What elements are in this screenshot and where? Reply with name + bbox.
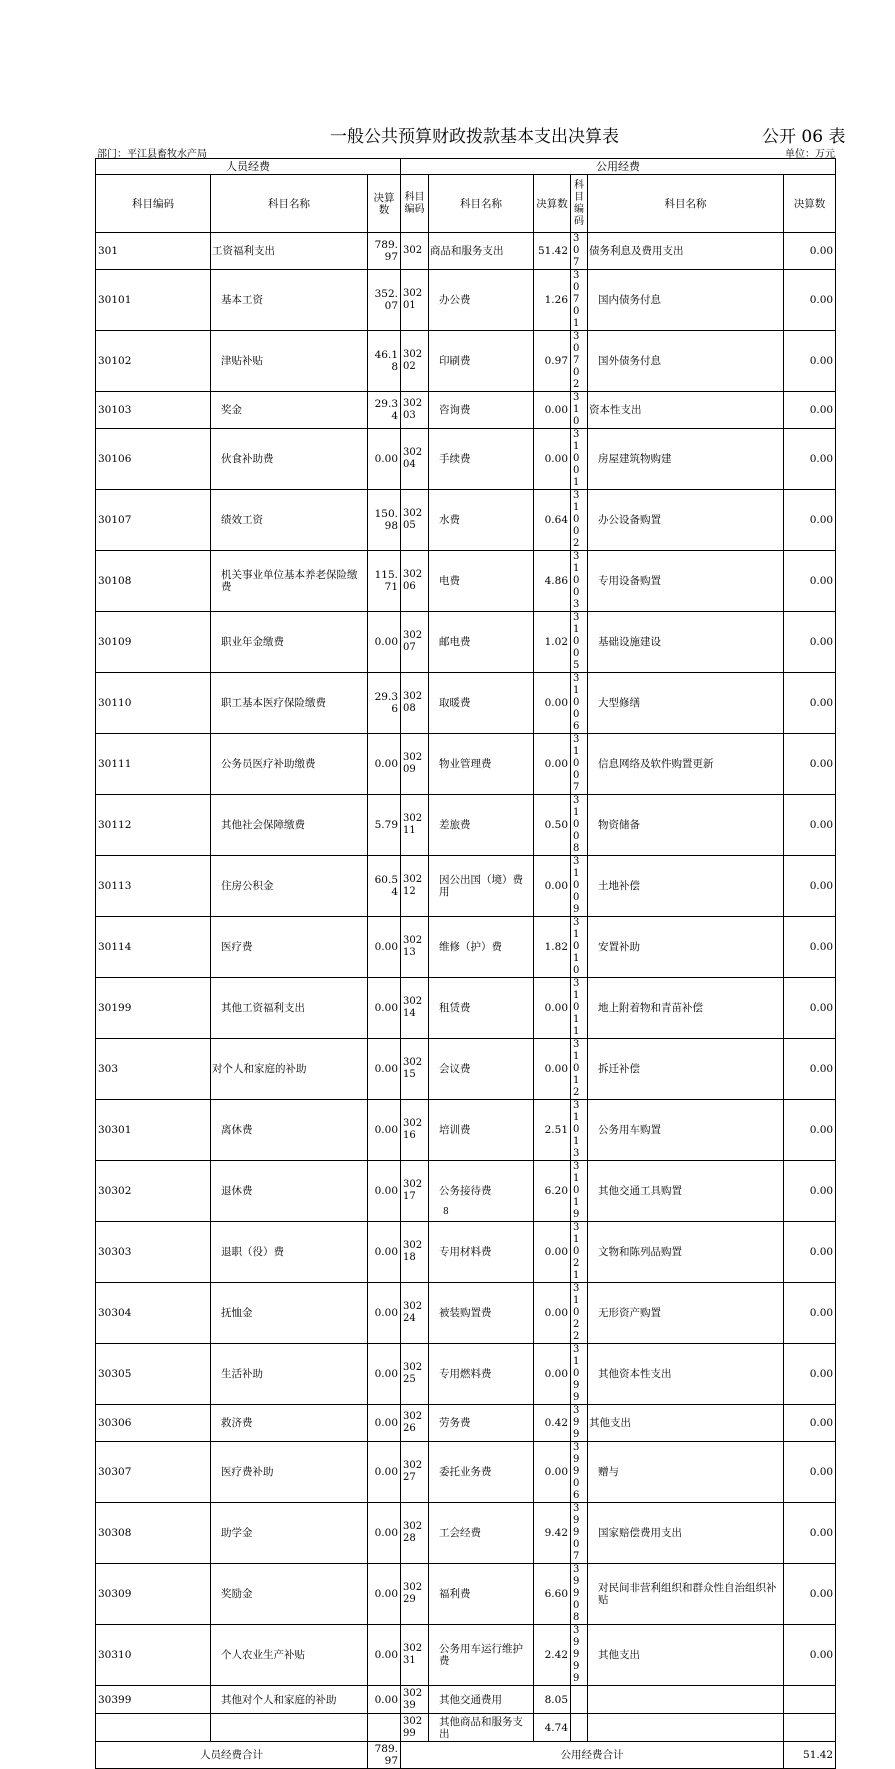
capital-amount-cell: 0.00 xyxy=(784,856,836,917)
public-name-cell: 公务接待费 xyxy=(429,1161,534,1222)
public-code-cell: 30203 xyxy=(401,392,429,429)
capital-name-cell: 国外债务付息 xyxy=(588,331,784,392)
personnel-code-cell: 30102 xyxy=(96,331,211,392)
public-amount-cell: 9.42 xyxy=(534,1503,571,1564)
personnel-code-cell xyxy=(96,1714,211,1742)
personnel-amount-cell: 0.00 xyxy=(368,1039,401,1100)
public-amount-cell: 0.00 xyxy=(534,1039,571,1100)
table-row xyxy=(96,331,836,392)
public-code-cell: 30205 xyxy=(401,490,429,551)
personnel-name-cell: 对个人和家庭的补助 xyxy=(211,1039,368,1100)
public-amount-cell: 0.00 xyxy=(534,429,571,490)
personnel-name-cell: 绩效工资 xyxy=(211,490,368,551)
personnel-code-cell: 30112 xyxy=(96,795,211,856)
capital-amount-cell: 0.00 xyxy=(784,1405,836,1442)
personnel-code-cell: 30109 xyxy=(96,612,211,673)
public-amount-cell: 0.97 xyxy=(534,331,571,392)
public-code-cell: 30207 xyxy=(401,612,429,673)
table-row xyxy=(96,856,836,917)
public-name-cell: 差旅费 xyxy=(429,795,534,856)
public-code-cell: 30204 xyxy=(401,429,429,490)
personnel-name-cell: 奖金 xyxy=(211,392,368,429)
public-name-cell: 邮电费 xyxy=(429,612,534,673)
personnel-name-cell: 助学金 xyxy=(211,1503,368,1564)
capital-code-cell: 39907 xyxy=(571,1503,588,1564)
capital-code-cell: 31007 xyxy=(571,734,588,795)
capital-name-cell: 国内债务付息 xyxy=(588,270,784,331)
personnel-code-cell: 30399 xyxy=(96,1686,211,1714)
capital-code-cell: 31010 xyxy=(571,917,588,978)
public-amount-cell: 0.00 xyxy=(534,978,571,1039)
personnel-code-cell: 30302 xyxy=(96,1161,211,1222)
capital-name-cell: 国家赔偿费用支出 xyxy=(588,1503,784,1564)
capital-name-cell: 公务用车购置 xyxy=(588,1100,784,1161)
capital-name-cell: 基础设施建设 xyxy=(588,612,784,673)
capital-amount-cell: 0.00 xyxy=(784,917,836,978)
table-row xyxy=(96,1100,836,1161)
capital-code-cell: 310 xyxy=(571,392,588,429)
capital-amount-cell: 0.00 xyxy=(784,1039,836,1100)
capital-code-cell: 31006 xyxy=(571,673,588,734)
personnel-amount-cell: 0.00 xyxy=(368,1686,401,1714)
personnel-amount-cell: 0.00 xyxy=(368,1564,401,1625)
capital-code-cell: 30701 xyxy=(571,270,588,331)
personnel-code-cell: 30113 xyxy=(96,856,211,917)
public-name-cell: 手续费 xyxy=(429,429,534,490)
capital-amount-cell: 0.00 xyxy=(784,1344,836,1405)
personnel-name-cell: 公务员医疗补助缴费 xyxy=(211,734,368,795)
capital-amount-cell: 0.00 xyxy=(784,1503,836,1564)
table-row xyxy=(96,270,836,331)
personnel-code-cell: 30304 xyxy=(96,1283,211,1344)
personnel-amount-cell: 29.36 xyxy=(368,673,401,734)
capital-amount-cell: 0.00 xyxy=(784,612,836,673)
capital-amount-cell: 0.00 xyxy=(784,1625,836,1686)
capital-amount-cell: 0.00 xyxy=(784,1100,836,1161)
capital-amount-cell: 0.00 xyxy=(784,551,836,612)
capital-code-cell: 31021 xyxy=(571,1222,588,1283)
public-name-cell: 咨询费 xyxy=(429,392,534,429)
capital-name-cell: 其他支出 xyxy=(588,1405,784,1442)
col-name-header-3: 科目名称 xyxy=(588,175,784,233)
table-row xyxy=(96,1564,836,1625)
col-name-header-2: 科目名称 xyxy=(429,175,534,233)
public-code-cell: 30208 xyxy=(401,673,429,734)
capital-name-cell: 办公设备购置 xyxy=(588,490,784,551)
capital-name-cell: 资本性支出 xyxy=(588,392,784,429)
capital-code-cell: 31008 xyxy=(571,795,588,856)
personnel-code-cell: 30310 xyxy=(96,1625,211,1686)
expenditure-table xyxy=(95,158,836,1769)
capital-amount-cell: 0.00 xyxy=(784,795,836,856)
public-name-cell: 福利费 xyxy=(429,1564,534,1625)
public-amount-cell: 4.74 xyxy=(534,1714,571,1742)
table-row xyxy=(96,795,836,856)
personnel-total-label: 人员经费合计 xyxy=(96,1742,368,1769)
personnel-code-cell: 30106 xyxy=(96,429,211,490)
public-amount-cell: 0.00 xyxy=(534,673,571,734)
public-total-value: 51.42 xyxy=(784,1742,836,1769)
capital-code-cell: 31011 xyxy=(571,978,588,1039)
col-name-header: 科目名称 xyxy=(211,175,368,233)
unit-label: 单位：万元 xyxy=(785,149,835,160)
public-code-cell: 30225 xyxy=(401,1344,429,1405)
capital-amount-cell: 0.00 xyxy=(784,392,836,429)
col-amount-header-3: 决算数 xyxy=(784,175,836,233)
personnel-name-cell: 救济费 xyxy=(211,1405,368,1442)
capital-name-cell xyxy=(588,1686,784,1714)
capital-amount-cell: 0.00 xyxy=(784,734,836,795)
personnel-code-cell: 30114 xyxy=(96,917,211,978)
personnel-amount-cell: 352.07 xyxy=(368,270,401,331)
personnel-code-cell: 30108 xyxy=(96,551,211,612)
personnel-amount-cell: 0.00 xyxy=(368,734,401,795)
personnel-name-cell: 职业年金缴费 xyxy=(211,612,368,673)
personnel-code-cell: 30309 xyxy=(96,1564,211,1625)
personnel-code-cell: 303 xyxy=(96,1039,211,1100)
public-amount-cell: 0.00 xyxy=(534,1283,571,1344)
public-amount-cell: 0.50 xyxy=(534,795,571,856)
personnel-amount-cell: 0.00 xyxy=(368,1442,401,1503)
personnel-name-cell: 其他对个人和家庭的补助 xyxy=(211,1686,368,1714)
capital-amount-cell: 0.00 xyxy=(784,233,836,270)
personnel-name-cell: 其他社会保障缴费 xyxy=(211,795,368,856)
public-amount-cell: 0.00 xyxy=(534,1344,571,1405)
capital-code-cell: 399 xyxy=(571,1405,588,1442)
capital-amount-cell: 0.00 xyxy=(784,673,836,734)
public-code-cell: 30215 xyxy=(401,1039,429,1100)
capital-name-cell: 其他交通工具购置 xyxy=(588,1161,784,1222)
capital-amount-cell: 0.00 xyxy=(784,429,836,490)
col-code-header: 科目编码 xyxy=(96,175,211,233)
personnel-amount-cell: 5.79 xyxy=(368,795,401,856)
public-code-cell: 30201 xyxy=(401,270,429,331)
capital-name-cell: 地上附着物和青苗补偿 xyxy=(588,978,784,1039)
public-code-cell: 30231 xyxy=(401,1625,429,1686)
personnel-amount-cell: 0.00 xyxy=(368,612,401,673)
public-code-cell: 30226 xyxy=(401,1405,429,1442)
table-row xyxy=(96,612,836,673)
personnel-name-cell: 离休费 xyxy=(211,1100,368,1161)
table-row xyxy=(96,1442,836,1503)
table-row xyxy=(96,1222,836,1283)
public-code-cell: 30211 xyxy=(401,795,429,856)
public-code-cell: 30227 xyxy=(401,1442,429,1503)
capital-name-cell: 无形资产购置 xyxy=(588,1283,784,1344)
public-name-cell: 水费 xyxy=(429,490,534,551)
personnel-code-cell: 30110 xyxy=(96,673,211,734)
table-row xyxy=(96,490,836,551)
capital-code-cell: 31005 xyxy=(571,612,588,673)
capital-code-cell: 31013 xyxy=(571,1100,588,1161)
public-amount-cell: 51.42 xyxy=(534,233,571,270)
capital-amount-cell: 0.00 xyxy=(784,1442,836,1503)
personnel-amount-cell: 0.00 xyxy=(368,1503,401,1564)
capital-amount-cell: 0.00 xyxy=(784,1161,836,1222)
table-row xyxy=(96,734,836,795)
public-code-cell: 30228 xyxy=(401,1503,429,1564)
public-code-cell: 30224 xyxy=(401,1283,429,1344)
capital-code-cell: 31012 xyxy=(571,1039,588,1100)
table-row xyxy=(96,1283,836,1344)
public-name-cell: 被装购置费 xyxy=(429,1283,534,1344)
public-amount-cell: 1.02 xyxy=(534,612,571,673)
personnel-code-cell: 30301 xyxy=(96,1100,211,1161)
public-total-label: 公用经费合计 xyxy=(401,1742,784,1769)
personnel-amount-cell: 46.18 xyxy=(368,331,401,392)
personnel-amount-cell xyxy=(368,1714,401,1742)
public-amount-cell: 1.26 xyxy=(534,270,571,331)
public-code-cell: 30206 xyxy=(401,551,429,612)
personnel-name-cell: 其他工资福利支出 xyxy=(211,978,368,1039)
personnel-code-cell: 30101 xyxy=(96,270,211,331)
capital-code-cell: 39908 xyxy=(571,1564,588,1625)
capital-name-cell: 赠与 xyxy=(588,1442,784,1503)
public-amount-cell: 2.51 xyxy=(534,1100,571,1161)
public-amount-cell: 1.82 xyxy=(534,917,571,978)
capital-code-cell: 39906 xyxy=(571,1442,588,1503)
personnel-name-cell: 职工基本医疗保险缴费 xyxy=(211,673,368,734)
capital-name-cell: 债务利息及费用支出 xyxy=(588,233,784,270)
table-row xyxy=(96,1714,836,1742)
capital-amount-cell: 0.00 xyxy=(784,270,836,331)
capital-name-cell xyxy=(588,1714,784,1742)
capital-name-cell: 对民间非营利组织和群众性自治组织补贴 xyxy=(588,1564,784,1625)
personnel-amount-cell: 29.34 xyxy=(368,392,401,429)
public-code-cell: 30209 xyxy=(401,734,429,795)
public-code-cell: 30212 xyxy=(401,856,429,917)
public-name-cell: 专用燃料费 xyxy=(429,1344,534,1405)
public-amount-cell: 0.00 xyxy=(534,1442,571,1503)
capital-name-cell: 土地补偿 xyxy=(588,856,784,917)
personnel-code-cell: 30307 xyxy=(96,1442,211,1503)
public-name-cell: 租赁费 xyxy=(429,978,534,1039)
public-name-cell: 商品和服务支出 xyxy=(429,233,534,270)
table-row xyxy=(96,1686,836,1714)
table-row xyxy=(96,917,836,978)
public-name-cell: 工会经费 xyxy=(429,1503,534,1564)
personnel-code-cell: 30107 xyxy=(96,490,211,551)
personnel-amount-cell: 0.00 xyxy=(368,917,401,978)
capital-amount-cell: 0.00 xyxy=(784,1564,836,1625)
public-amount-cell: 4.86 xyxy=(534,551,571,612)
personnel-amount-cell: 60.54 xyxy=(368,856,401,917)
public-amount-cell: 6.20 xyxy=(534,1161,571,1222)
personnel-name-cell: 生活补助 xyxy=(211,1344,368,1405)
capital-name-cell: 拆迁补偿 xyxy=(588,1039,784,1100)
capital-amount-cell xyxy=(784,1686,836,1714)
capital-amount-cell: 0.00 xyxy=(784,331,836,392)
capital-code-cell: 31001 xyxy=(571,429,588,490)
page-title: 一般公共预算财政拨款基本支出决算表 xyxy=(330,127,619,147)
public-name-cell: 维修（护）费 xyxy=(429,917,534,978)
personnel-code-cell: 301 xyxy=(96,233,211,270)
capital-name-cell: 物资储备 xyxy=(588,795,784,856)
capital-code-cell: 31009 xyxy=(571,856,588,917)
public-name-cell: 印刷费 xyxy=(429,331,534,392)
personnel-code-cell: 30305 xyxy=(96,1344,211,1405)
personnel-name-cell xyxy=(211,1714,368,1742)
public-name-cell: 其他交通费用 xyxy=(429,1686,534,1714)
personnel-amount-cell: 0.00 xyxy=(368,1100,401,1161)
public-code-cell: 302 xyxy=(401,233,429,270)
capital-code-cell: 31019 xyxy=(571,1161,588,1222)
capital-name-cell: 信息网络及软件购置更新 xyxy=(588,734,784,795)
personnel-amount-cell: 0.00 xyxy=(368,1405,401,1442)
public-name-cell: 会议费 xyxy=(429,1039,534,1100)
personnel-name-cell: 退休费 xyxy=(211,1161,368,1222)
public-amount-cell: 2.42 xyxy=(534,1625,571,1686)
table-row xyxy=(96,233,836,270)
public-name-cell: 电费 xyxy=(429,551,534,612)
public-amount-cell: 0.00 xyxy=(534,1222,571,1283)
capital-name-cell: 其他支出 xyxy=(588,1625,784,1686)
capital-code-cell: 31002 xyxy=(571,490,588,551)
public-code-cell: 30214 xyxy=(401,978,429,1039)
public-code-cell: 30299 xyxy=(401,1714,429,1742)
table-code: 公开 06 表 xyxy=(762,127,846,147)
personnel-amount-cell: 115.71 xyxy=(368,551,401,612)
table-row xyxy=(96,1625,836,1686)
public-code-cell: 30239 xyxy=(401,1686,429,1714)
group-public-header: 公用经费 xyxy=(401,159,836,175)
capital-amount-cell: 0.00 xyxy=(784,490,836,551)
personnel-amount-cell: 150.98 xyxy=(368,490,401,551)
personnel-name-cell: 退职（役）费 xyxy=(211,1222,368,1283)
page-number: 8 xyxy=(443,1207,449,1217)
public-name-cell: 专用材料费 xyxy=(429,1222,534,1283)
table-row xyxy=(96,673,836,734)
capital-amount-cell: 0.00 xyxy=(784,978,836,1039)
public-amount-cell: 6.60 xyxy=(534,1564,571,1625)
capital-name-cell: 文物和陈列品购置 xyxy=(588,1222,784,1283)
public-amount-cell: 0.00 xyxy=(534,392,571,429)
public-name-cell: 委托业务费 xyxy=(429,1442,534,1503)
public-amount-cell: 8.05 xyxy=(534,1686,571,1714)
public-name-cell: 物业管理费 xyxy=(429,734,534,795)
capital-name-cell: 安置补助 xyxy=(588,917,784,978)
col-amount-header: 决算数 xyxy=(368,175,401,233)
col-amount-header-2: 决算数 xyxy=(534,175,571,233)
capital-code-cell xyxy=(571,1714,588,1742)
table-row xyxy=(96,1039,836,1100)
personnel-code-cell: 30308 xyxy=(96,1503,211,1564)
capital-amount-cell xyxy=(784,1714,836,1742)
personnel-amount-cell: 0.00 xyxy=(368,429,401,490)
public-name-cell: 办公费 xyxy=(429,270,534,331)
department-label: 部门：平江县畜牧水产局 xyxy=(97,149,207,160)
table-row xyxy=(96,978,836,1039)
capital-name-cell: 大型修缮 xyxy=(588,673,784,734)
capital-name-cell: 其他资本性支出 xyxy=(588,1344,784,1405)
personnel-code-cell: 30303 xyxy=(96,1222,211,1283)
capital-code-cell: 39999 xyxy=(571,1625,588,1686)
public-code-cell: 30216 xyxy=(401,1100,429,1161)
public-name-cell: 培训费 xyxy=(429,1100,534,1161)
public-name-cell: 取暖费 xyxy=(429,673,534,734)
personnel-name-cell: 伙食补助费 xyxy=(211,429,368,490)
capital-code-cell: 31022 xyxy=(571,1283,588,1344)
personnel-name-cell: 基本工资 xyxy=(211,270,368,331)
personnel-amount-cell: 789.97 xyxy=(368,233,401,270)
personnel-name-cell: 个人农业生产补贴 xyxy=(211,1625,368,1686)
public-name-cell: 其他商品和服务支出 xyxy=(429,1714,534,1742)
col-code-header-2: 科目编码 xyxy=(401,175,429,233)
public-amount-cell: 0.42 xyxy=(534,1405,571,1442)
table-row xyxy=(96,1161,836,1222)
personnel-code-cell: 30111 xyxy=(96,734,211,795)
personnel-amount-cell: 0.00 xyxy=(368,1161,401,1222)
table-row xyxy=(96,392,836,429)
personnel-amount-cell: 0.00 xyxy=(368,1222,401,1283)
public-code-cell: 30229 xyxy=(401,1564,429,1625)
col-code-header-3: 科目编码 xyxy=(571,175,588,233)
capital-name-cell: 房屋建筑物购建 xyxy=(588,429,784,490)
personnel-name-cell: 医疗费补助 xyxy=(211,1442,368,1503)
capital-amount-cell: 0.00 xyxy=(784,1222,836,1283)
personnel-name-cell: 工资福利支出 xyxy=(211,233,368,270)
public-code-cell: 30218 xyxy=(401,1222,429,1283)
public-name-cell: 因公出国（境）费用 xyxy=(429,856,534,917)
personnel-name-cell: 医疗费 xyxy=(211,917,368,978)
capital-code-cell xyxy=(571,1686,588,1714)
public-code-cell: 30213 xyxy=(401,917,429,978)
capital-name-cell: 专用设备购置 xyxy=(588,551,784,612)
public-name-cell: 劳务费 xyxy=(429,1405,534,1442)
table-row xyxy=(96,429,836,490)
public-code-cell: 30202 xyxy=(401,331,429,392)
public-amount-cell: 0.00 xyxy=(534,734,571,795)
personnel-name-cell: 机关事业单位基本养老保险缴费 xyxy=(211,551,368,612)
table-row xyxy=(96,1405,836,1442)
public-name-cell: 公务用车运行维护费 xyxy=(429,1625,534,1686)
capital-code-cell: 30702 xyxy=(571,331,588,392)
capital-code-cell: 31003 xyxy=(571,551,588,612)
capital-amount-cell: 0.00 xyxy=(784,1283,836,1344)
personnel-name-cell: 抚恤金 xyxy=(211,1283,368,1344)
personnel-name-cell: 津贴补贴 xyxy=(211,331,368,392)
personnel-amount-cell: 0.00 xyxy=(368,978,401,1039)
personnel-total-value: 789.97 xyxy=(368,1742,401,1769)
capital-code-cell: 31099 xyxy=(571,1344,588,1405)
personnel-amount-cell: 0.00 xyxy=(368,1283,401,1344)
personnel-name-cell: 住房公积金 xyxy=(211,856,368,917)
personnel-name-cell: 奖励金 xyxy=(211,1564,368,1625)
group-personnel-header: 人员经费 xyxy=(96,159,401,175)
public-amount-cell: 0.00 xyxy=(534,856,571,917)
public-amount-cell: 0.64 xyxy=(534,490,571,551)
table-row xyxy=(96,551,836,612)
table-row xyxy=(96,1503,836,1564)
personnel-code-cell: 30103 xyxy=(96,392,211,429)
personnel-amount-cell: 0.00 xyxy=(368,1625,401,1686)
personnel-amount-cell: 0.00 xyxy=(368,1344,401,1405)
table-row xyxy=(96,1344,836,1405)
public-code-cell: 30217 xyxy=(401,1161,429,1222)
capital-code-cell: 307 xyxy=(571,233,588,270)
personnel-code-cell: 30306 xyxy=(96,1405,211,1442)
personnel-code-cell: 30199 xyxy=(96,978,211,1039)
